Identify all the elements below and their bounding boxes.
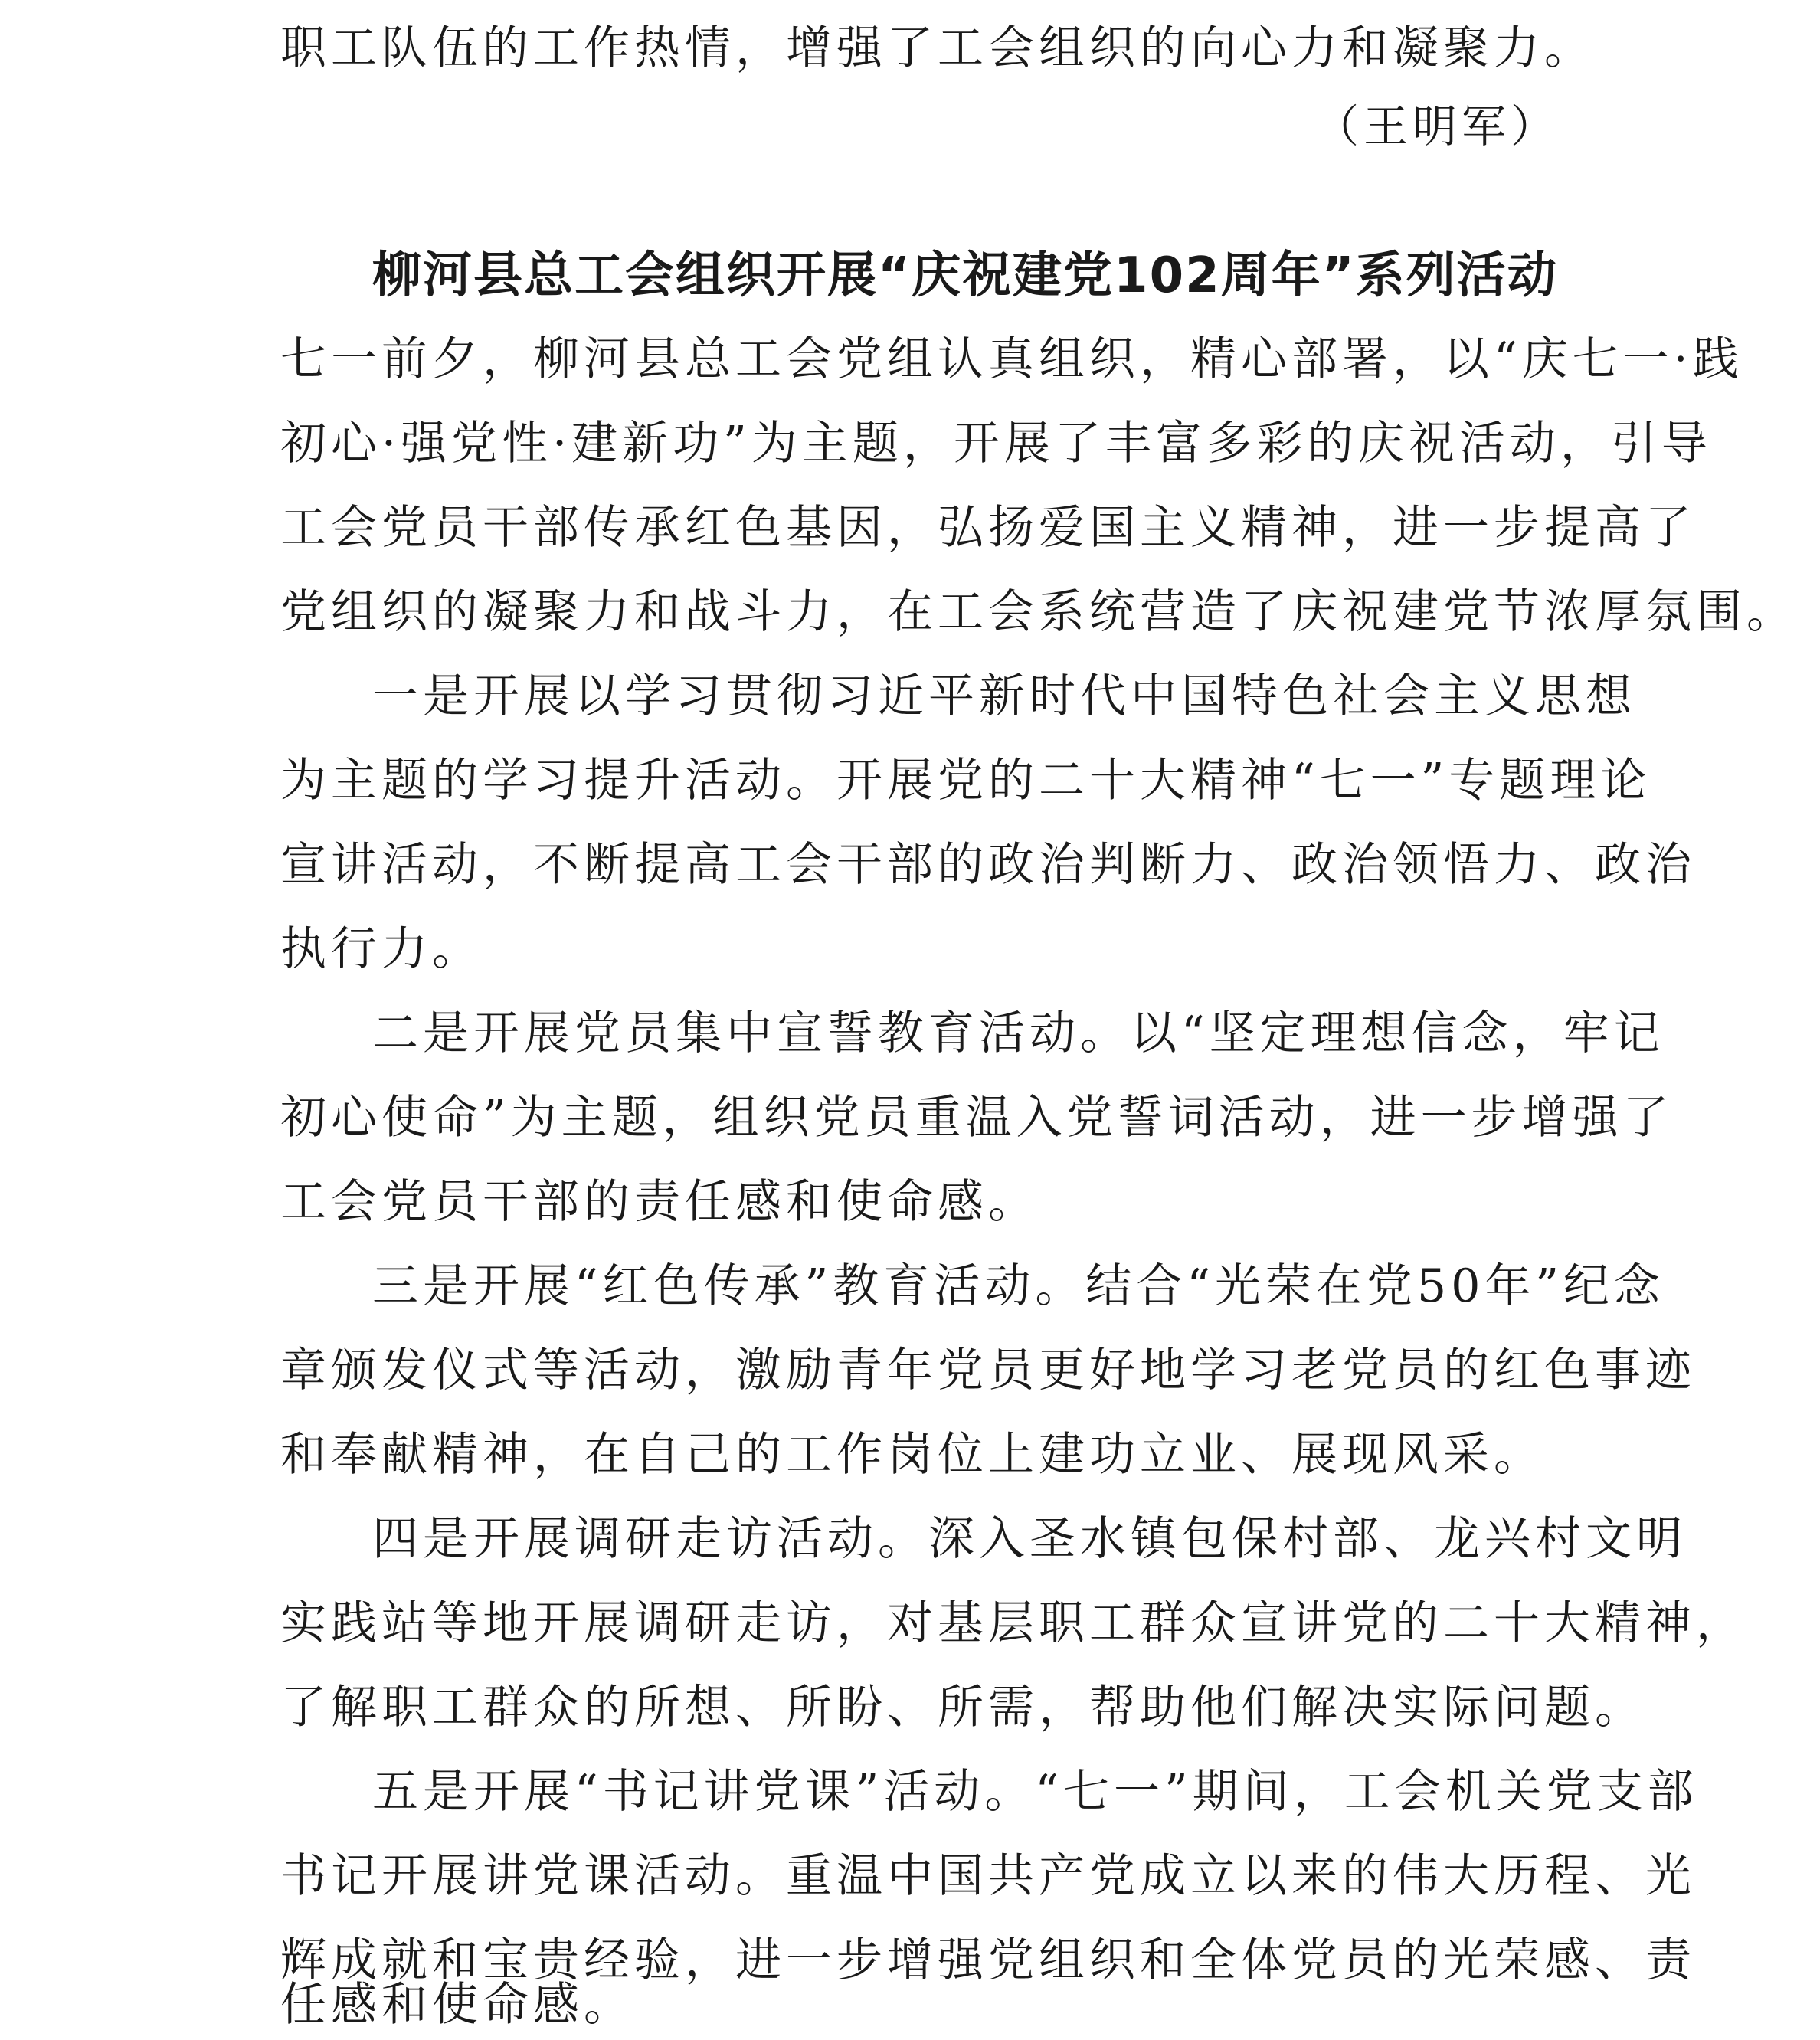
article-title: 柳河县总工会组织开展“庆祝建党102周年”系列活动: [372, 247, 1558, 304]
previous-article-tail: 职工队伍的工作热情，增强了工会组织的向心力和凝聚力。: [280, 21, 1595, 75]
intro-line: 七一前夕，柳河县总工会党组认真组织，精心部署，以“庆七一·践: [280, 332, 1743, 386]
paragraph-5-lead: 五是开展“书记讲党课”活动。“七一”期间，工会机关党支部: [372, 1765, 1698, 1819]
paragraph-1-line: 执行力。: [280, 922, 483, 976]
intro-line: 工会党员干部传承红色基因，弘扬爱国主义精神，进一步提高了: [280, 501, 1696, 555]
paragraph-4-line: 实践站等地开展调研走访，对基层职工群众宣讲党的二十大精神，: [280, 1596, 1746, 1650]
paragraph-2-line: 工会党员干部的责任感和使命感。: [280, 1175, 1039, 1229]
paragraph-3-line: 和奉献精神，在自己的工作岗位上建功立业、展现风采。: [280, 1428, 1544, 1482]
paragraph-4-line: 了解职工群众的所想、所盼、所需，帮助他们解决实际问题。: [280, 1681, 1645, 1734]
paragraph-2-lead: 二是开展党员集中宣誓教育活动。以“坚定理想信念，牢记: [372, 1007, 1665, 1060]
previous-article-author: （王明军）: [1314, 100, 1560, 152]
paragraph-1-line: 为主题的学习提升活动。开展党的二十大精神“七一”专题理论: [280, 754, 1651, 807]
paragraph-3-lead: 三是开展“红色传承”教育活动。结合“光荣在党50年”纪念: [372, 1259, 1665, 1313]
intro-line: 党组织的凝聚力和战斗力，在工会系统营造了庆祝建党节浓厚氛围。: [280, 585, 1797, 639]
intro-line: 初心·强党性·建新功”为主题，开展了丰富多彩的庆祝活动，引导: [280, 417, 1712, 470]
paragraph-5-line: 任感和使命感。: [280, 1978, 634, 2032]
paragraph-5-line: 辉成就和宝贵经验，进一步增强党组织和全体党员的光荣感、责: [280, 1934, 1696, 1987]
paragraph-1-line: 宣讲活动，不断提高工会干部的政治判断力、政治领悟力、政治: [280, 838, 1696, 892]
paragraph-3-line: 章颁发仪式等活动，激励青年党员更好地学习老党员的红色事迹: [280, 1344, 1696, 1397]
paragraph-1-lead: 一是开展以学习贯彻习近平新时代中国特色社会主义思想: [372, 670, 1636, 723]
paragraph-5-line: 书记开展讲党课活动。重温中国共产党成立以来的伟大历程、光: [280, 1849, 1696, 1903]
paragraph-2-line: 初心使命”为主题，组织党员重温入党誓词活动，进一步增强了: [280, 1091, 1674, 1144]
paragraph-4-lead: 四是开展调研走访活动。深入圣水镇包保村部、龙兴村文明: [372, 1512, 1687, 1566]
